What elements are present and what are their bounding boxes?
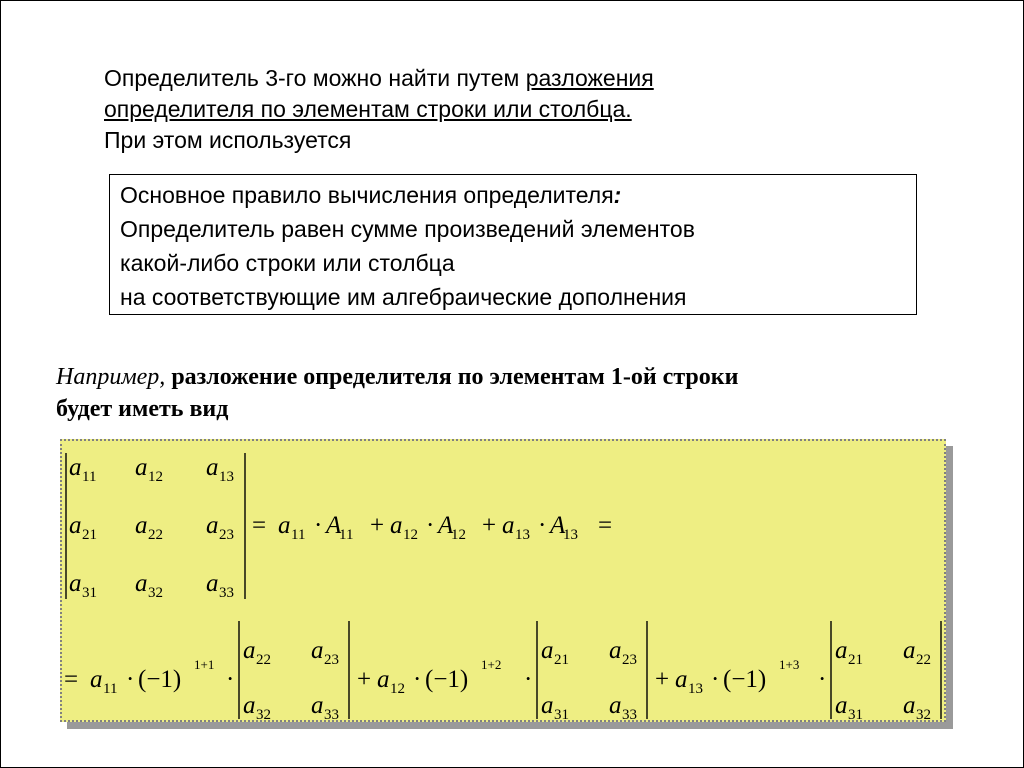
cofactor-letter: A [326,512,342,539]
intro-line-1-underlined: разложения [525,65,654,91]
det3-element-subscript: 22 [148,527,163,543]
cdot-sign: · [226,666,235,693]
example-line-2: будет иметь вид [56,396,229,422]
example-lead: Например, [56,364,166,390]
minor-element-subscript: 23 [324,652,339,668]
det3-element-subscript: 11 [82,469,97,485]
cdot-sign: · [426,512,435,539]
det3-element-letter: a [206,454,219,481]
minor-element-subscript: 33 [324,707,339,720]
rule-title-colon: : [613,182,622,208]
det3-element-letter: a [206,570,219,597]
intro-line-1 [104,63,654,94]
intro-line-2: определителя по элементам строки или столбца. [104,96,632,122]
det3-element-subscript: 12 [148,469,163,485]
minor-element-letter: a [903,637,916,664]
cofactor-letter: A [550,512,566,539]
det3-element-subscript: 33 [219,585,234,601]
det3-element-subscript: 21 [82,527,97,543]
det3-element-letter: a [135,570,148,597]
expansion-element-subscript: 13 [515,527,530,543]
expansion-element-letter: a [278,512,291,539]
expansion-element-subscript: 11 [291,527,306,543]
cdot-sign: · [314,512,323,539]
rule-line-4: на соответствующие им алгебраические дополнения [120,284,687,310]
det3-element-letter: a [206,512,219,539]
example-text [56,361,738,425]
minor-element-letter: a [541,692,554,719]
det3-element-subscript: 23 [219,527,234,543]
equals-sign: = [252,512,267,539]
expansion-element-subscript: 12 [403,527,418,543]
minus-one-term: (−1) [723,666,767,693]
expansion-element-subscript: 12 [390,681,405,697]
intro-line-1-text: Определитель 3-го можно найти путем [104,65,526,91]
cofactor-subscript: 12 [451,527,466,543]
det3-element-letter: a [69,570,82,597]
minor-element-letter: a [835,637,848,664]
expansion-element-letter: a [90,666,103,693]
formula-box [60,439,946,722]
minor-element-subscript: 31 [554,707,569,720]
minor-element-subscript: 22 [256,652,271,668]
minor-element-subscript: 31 [848,707,863,720]
intro-text [104,63,654,156]
equals-sign: = [64,666,79,693]
minus-one-term: (−1) [425,666,469,693]
expansion-element-letter: a [502,512,515,539]
minor-element-letter: a [541,637,554,664]
minor-element-letter: a [243,692,256,719]
minor-element-letter: a [609,692,622,719]
cdot-sign: · [413,666,422,693]
power-exponent: 1+2 [481,657,502,672]
det3-element-letter: a [69,512,82,539]
det3-element-letter: a [135,454,148,481]
cofactor-letter: A [438,512,454,539]
det3-element-letter: a [135,512,148,539]
rule-title [120,178,916,212]
minor-element-subscript: 21 [848,652,863,668]
cdot-sign: · [538,512,547,539]
equals-sign: = [598,512,613,539]
minor-element-letter: a [311,637,324,664]
expansion-element-subscript: 13 [688,681,703,697]
power-exponent: 1+1 [194,657,215,672]
plus-sign: + [482,512,497,539]
cdot-sign: · [524,666,533,693]
expansion-element-letter: a [377,666,390,693]
minor-element-subscript: 32 [256,707,271,720]
example-line-1 [56,361,738,393]
minor-element-subscript: 32 [916,707,931,720]
plus-sign: + [370,512,385,539]
plus-sign: + [357,666,372,693]
intro-line-3: При этом используется [104,127,352,153]
expansion-element-letter: a [675,666,688,693]
det3-element-subscript: 32 [148,585,163,601]
minor-element-subscript: 22 [916,652,931,668]
plus-sign: + [655,666,670,693]
minus-one-term: (−1) [138,666,182,693]
power-exponent: 1+3 [779,657,800,672]
minor-element-letter: a [903,692,916,719]
cdot-sign: · [818,666,827,693]
det3-element-letter: a [69,454,82,481]
det3-element-subscript: 13 [219,469,234,485]
rule-box [109,174,917,315]
rule-title-text: Основное правило вычисления определителя [120,182,614,208]
minor-element-letter: a [609,637,622,664]
minor-element-subscript: 23 [622,652,637,668]
expansion-element-letter: a [390,512,403,539]
minor-element-subscript: 33 [622,707,637,720]
example-text-1: разложение определителя по элементам 1-ой строки [165,364,739,390]
minor-element-letter: a [835,692,848,719]
expansion-element-subscript: 11 [103,681,118,697]
cdot-sign: · [126,666,135,693]
cdot-sign: · [711,666,720,693]
minor-element-letter: a [243,637,256,664]
det3-element-subscript: 31 [82,585,97,601]
formula-svg [62,441,944,720]
minor-element-subscript: 21 [554,652,569,668]
rule-line-2: Определитель равен сумме произведений элементов [120,216,695,242]
cofactor-subscript: 11 [339,527,354,543]
cofactor-subscript: 13 [563,527,578,543]
minor-element-letter: a [311,692,324,719]
rule-line-3: какой-либо строки или столбца [120,250,455,276]
